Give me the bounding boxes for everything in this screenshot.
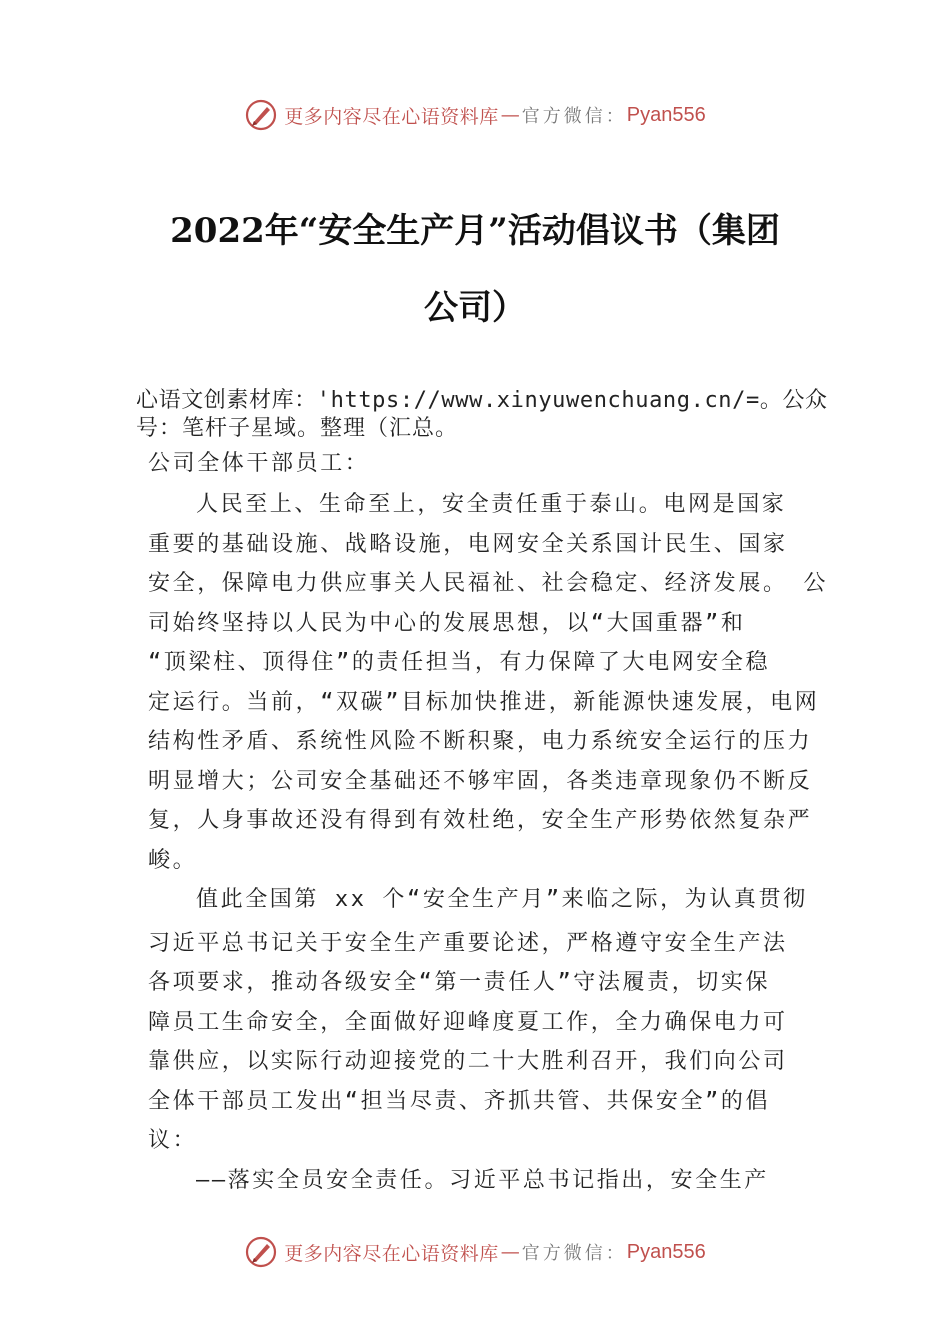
paragraph1-line: 结构性矛盾、系统性风险不断积聚，电力系统安全运行的压力 [148,729,813,754]
paragraph1-line: 峻。 [148,848,198,873]
paragraph2-line: 靠供应，以实际行动迎接党的二十大胜利召开，我们向公司 [148,1049,788,1074]
pen-circle-logo-icon [244,1235,278,1269]
paragraph2-line: 议： [148,1128,198,1153]
paragraph1-line: 重要的基础设施、战略设施，电网安全关系国计民生、国家 [148,532,788,557]
footer-banner [0,1232,950,1272]
banner-wechat-id: Pyan556 [626,1240,706,1263]
banner-label: 官方微信： [521,1243,627,1264]
paragraph1-line: 安全，保障电力供应事关人民福祉、社会稳定、经济发展。 公 [148,571,829,596]
paragraph1-line: “顶梁柱、顶得住”的责任担当，有力保障了大电网安全稳 [148,650,771,675]
document-title-line1: 2022年“安全生产月”活动倡议书（集团 [170,211,780,251]
paragraph2-line: 全体干部员工发出“担当尽责、齐抓共管、共保安全”的倡 [148,1089,771,1114]
source-note-line2: 号：笔杆子星域。整理（汇总。 [136,416,459,441]
banner-label: 官方微信： [521,106,627,127]
header-banner [0,95,950,135]
document-title-line2: 公司） [424,288,526,328]
banner-text: 更多内容尽在心语资料库 [284,1242,499,1265]
greeting: 公司全体干部员工： [148,451,370,476]
banner-text: 更多内容尽在心语资料库 [284,105,499,128]
paragraph1-line: 定运行。当前，“双碳”目标加快推进，新能源快速发展，电网 [148,690,820,715]
banner-wechat-id: Pyan556 [626,103,706,126]
paragraph1-line: 司始终坚持以人民为中心的发展思想，以“大国重器”和 [148,611,746,636]
paragraph2-line: 习近平总书记关于安全生产重要论述，严格遵守安全生产法 [148,931,788,956]
paragraph2-line: 各项要求，推动各级安全“第一责任人”守法履责，切实保 [148,970,771,995]
paragraph1-line: 明显增大；公司安全基础还不够牢固，各类违章现象仍不断反 [148,769,813,794]
pen-circle-logo-icon [244,98,278,132]
banner-separator: — [500,104,520,126]
banner-separator: — [500,1241,520,1263]
paragraph2-line: 障员工生命安全，全面做好迎峰度夏工作，全力确保电力可 [148,1010,788,1035]
source-note-line1: 心语文创素材库：'https://www.xinyuwenchuang.cn/=。公众 [136,388,828,413]
paragraph3-line: ——落实全员安全责任。习近平总书记指出，安全生产 [196,1168,769,1193]
paragraph2-line: 值此全国第 xx 个“安全生产月”来临之际，为认真贯彻 [196,887,808,912]
paragraph1-line: 复，人身事故还没有得到有效杜绝，安全生产形势依然复杂严 [148,808,813,833]
paragraph1-line: 人民至上、生命至上，安全责任重于泰山。电网是国家 [196,492,787,517]
